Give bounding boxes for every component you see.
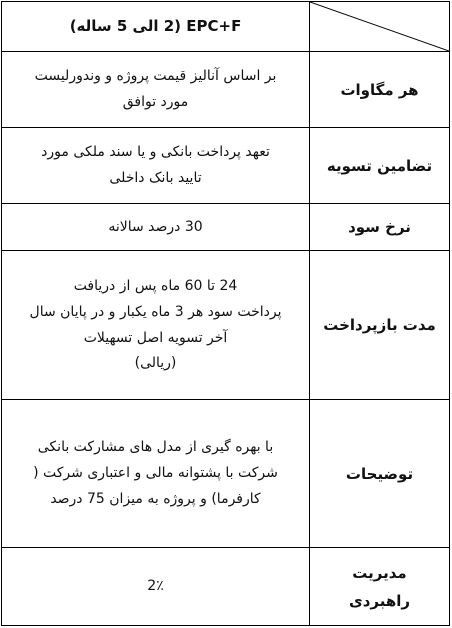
header-title-cell: [2, 2, 309, 51]
value-line: مورد توافق: [122, 94, 189, 110]
header-corner-cell: [309, 2, 449, 51]
value-line: تعهد پرداخت بانکی و یا سند ملکی مورد: [41, 144, 270, 161]
value-line: آخر تسویه اصل تسهیلات: [83, 329, 228, 346]
row-value-cell: [2, 400, 309, 548]
value-line: 2٪: [147, 578, 164, 595]
row-label: توضیحات: [345, 464, 414, 483]
row-value-cell: [2, 204, 309, 251]
row-label-cell: [309, 128, 449, 204]
table-row-settlement-guarantees: [2, 127, 449, 204]
row-value-cell: [2, 251, 309, 400]
row-label: نرخ سود: [348, 218, 411, 237]
table-row-interest-rate: [2, 203, 449, 251]
row-label-cell: [309, 52, 449, 128]
row-label-cell: [309, 400, 449, 548]
value-line: بر اساس آنالیز قیمت پروژه و وندورلیست: [34, 68, 277, 85]
table-row-description: [2, 399, 449, 548]
row-value-cell: [2, 52, 309, 128]
row-label: راهبردی: [348, 592, 411, 610]
header-title: EPC+F (2 الی 5 ساله): [69, 16, 242, 35]
value-line: شرکت با پشتوانه مالی و اعتباری شرکت (: [33, 465, 278, 482]
value-line: پرداخت سود هر 3 ماه یکبار و در پایان سال: [29, 303, 282, 320]
value-line: با بهره گیری از مدل های مشارکت بانکی: [37, 439, 274, 456]
diagonal-divider: [310, 2, 449, 51]
table-row-strategic-management: [2, 547, 449, 626]
row-value-cell: [2, 128, 309, 204]
table-row-repayment-period: [2, 250, 449, 400]
value-line: (ریالی): [134, 355, 177, 372]
row-label-cell: [309, 548, 449, 626]
value-line: 24 تا 60 ماه پس از دریافت: [73, 277, 238, 294]
table-row-per-megawatt: [2, 51, 449, 128]
value-line: 30 درصد سالانه: [108, 218, 203, 235]
row-label-cell: [309, 251, 449, 400]
value-line: تایید بانک داخلی: [109, 170, 202, 186]
row-value-cell: [2, 548, 309, 626]
pricing-table: [1, 1, 450, 626]
value-line: کارفرما) و پروژه به میزان 75 درصد: [50, 490, 261, 507]
row-label-cell: [309, 204, 449, 251]
row-label: تضامین تسویه: [326, 156, 433, 175]
row-label: هر مگاوات: [340, 80, 419, 99]
row-label: مدت بازپرداخت: [323, 316, 436, 335]
row-label: مدیریت: [352, 563, 407, 582]
table-header-row: [2, 2, 449, 51]
